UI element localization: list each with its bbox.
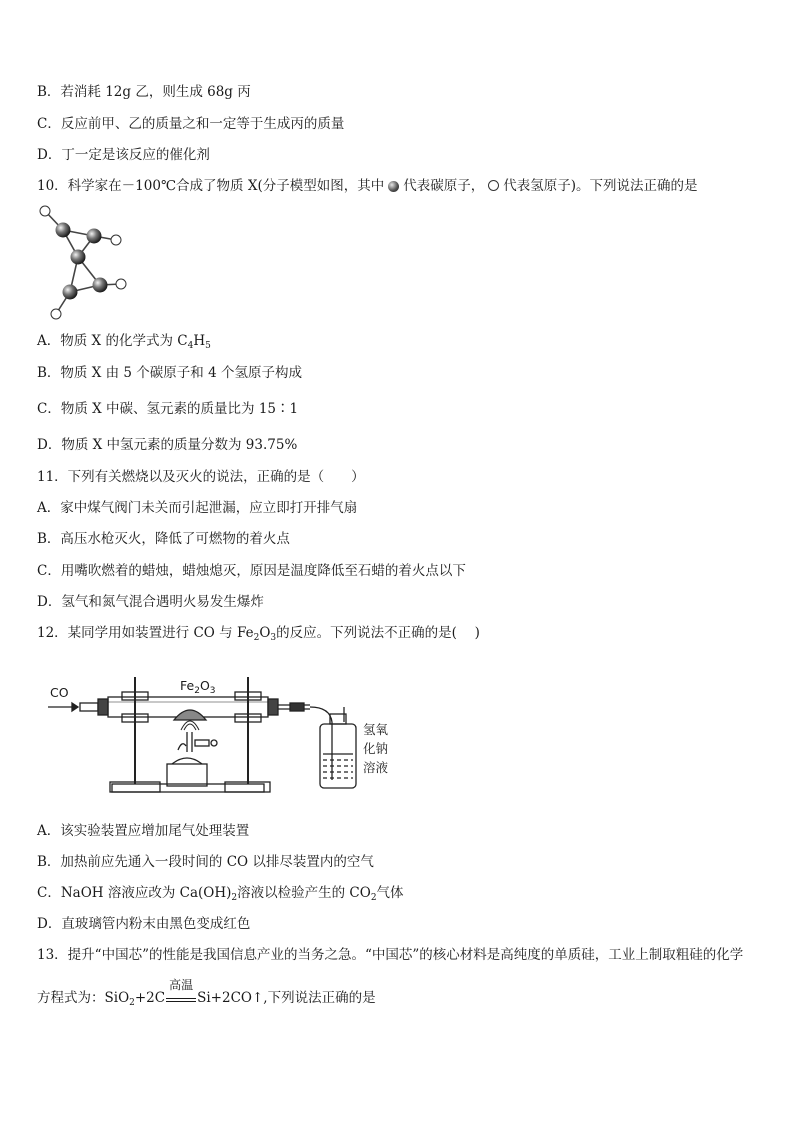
molecule-model-diagram: [30, 200, 140, 325]
q10-option-a: A．物质 X 的化学式为 $C_4H_5$: [37, 333, 211, 351]
hydrogen-atom-icon: [488, 180, 499, 191]
experiment-apparatus-diagram: [40, 672, 400, 802]
q10-option-c: C．物质 X 中碳、氢元素的质量比为 15∶1: [37, 401, 299, 417]
q11-option-a: A．家中煤气阀门未关而引起泄漏，应立即打开排气扇: [37, 500, 358, 516]
carbon-atom: [87, 229, 102, 244]
q11-option-d: D．氢气和氮气混合遇明火易发生爆炸: [37, 594, 264, 610]
hydrogen-atom: [40, 206, 50, 216]
hydrogen-atom: [51, 309, 61, 319]
q10-option-b: B．物质 X 由 5 个碳原子和 4 个氢原子构成: [37, 365, 302, 381]
q11-stem: 11．下列有关燃烧以及灭火的说法，正确的是（ ）: [37, 469, 365, 485]
q12-stem: 12．某同学用如装置进行 CO 与 $Fe_2O_3$的反应。下列说法不正确的是( ): [37, 625, 480, 643]
carbon-atom: [56, 223, 71, 238]
q13-stem: 13．提升“中国芯”的性能是我国信息产业的当务之急。“中国芯”的核心材料是高纯度的单质硅，工业上制取粗硅的化学: [37, 947, 744, 963]
q11-option-b: B．高压水枪灭火，降低了可燃物的着火点: [37, 531, 290, 547]
carbon-atom: [71, 250, 86, 265]
q13-equation: 方程式为：SiO$_2$+2C 高温 Si+2CO↑,下列说法正确的是: [37, 978, 376, 1008]
carbon-atom: [93, 278, 108, 293]
hydrogen-atom: [111, 235, 121, 245]
q9-option-b: B．若消耗 12g 乙，则生成 68g 丙: [37, 84, 251, 100]
naoh-solution-label: 氢氧 化钠 溶液: [363, 722, 389, 775]
fe2o3-label: $Fe_2O_3$: [180, 678, 216, 696]
equation-condition: 高温: [166, 988, 196, 1006]
q12-option-c: C．NaOH 溶液应改为 $Ca(OH)_2$溶液以检验产生的 $CO_2$气体: [37, 885, 404, 903]
carbon-atom-icon: [388, 181, 399, 192]
q11-option-c: C．用嘴吹燃着的蜡烛，蜡烛熄灭，原因是温度降低至石蜡的着火点以下: [37, 563, 466, 579]
q12-option-a: A．该实验装置应增加尾气处理装置: [37, 823, 250, 839]
q9-option-c: C．反应前甲、乙的质量之和一定等于生成丙的质量: [37, 116, 345, 132]
q12-option-b: B．加热前应先通入一段时间的 CO 以排尽装置内的空气: [37, 854, 374, 870]
q10-option-d: D．物质 X 中氢元素的质量分数为 93.75%: [37, 437, 298, 453]
hydrogen-atom: [116, 279, 126, 289]
q10-stem: 10．科学家在－100℃合成了物质 X(分子模型如图，其中 代表碳原子， 代表氢原子)。下列说法正确的是: [37, 178, 698, 194]
co-label: CO: [50, 685, 69, 700]
q9-option-d: D．丁一定是该反应的催化剂: [37, 147, 210, 163]
carbon-atom: [63, 285, 78, 300]
q12-option-d: D．直玻璃管内粉末由黑色变成红色: [37, 916, 251, 932]
